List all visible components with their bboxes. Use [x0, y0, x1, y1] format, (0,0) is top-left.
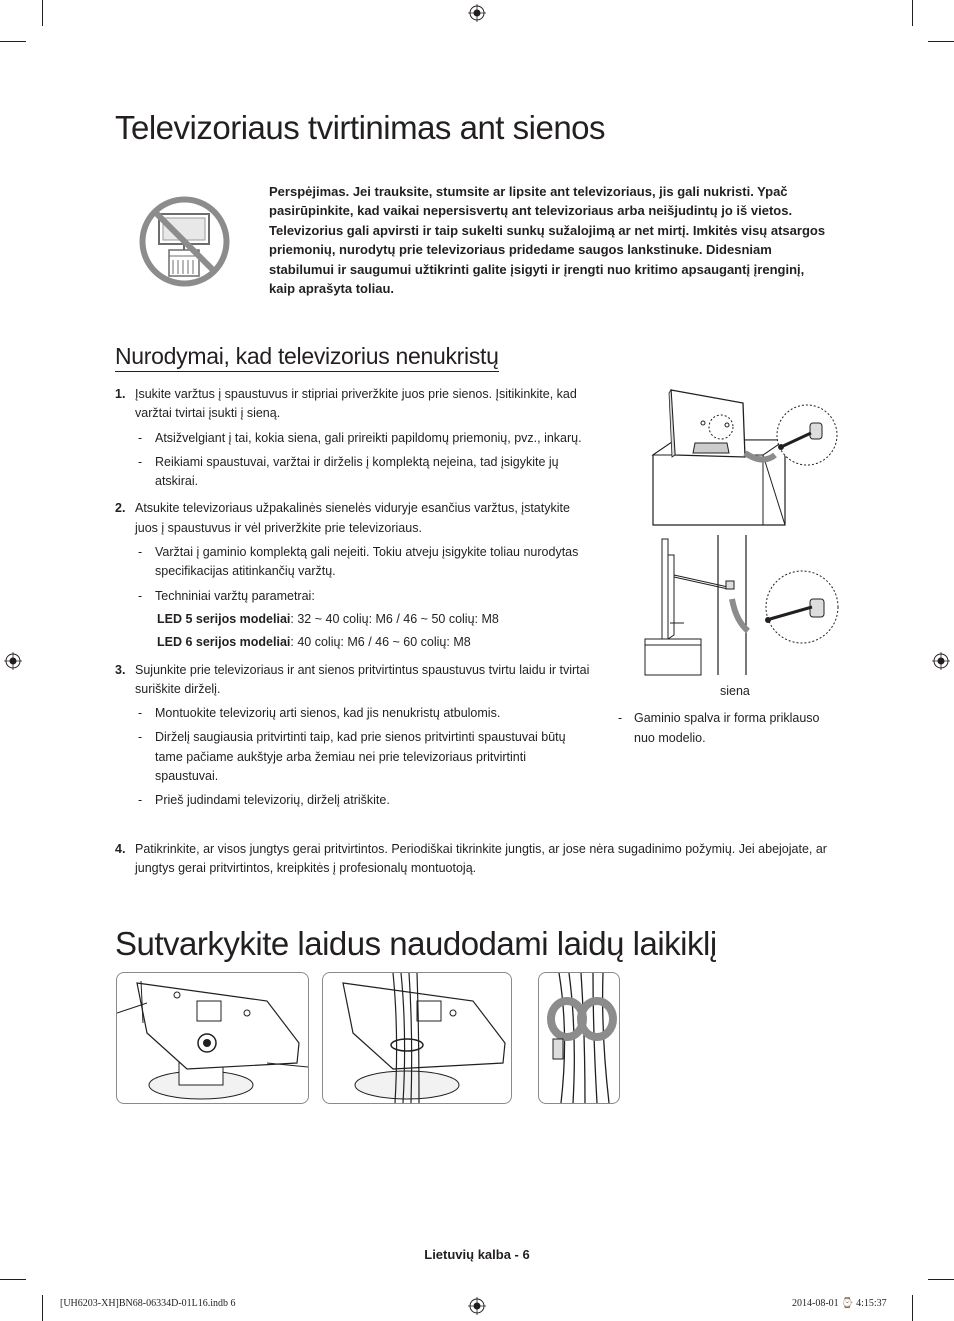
step-number: 4. [115, 842, 126, 856]
sub-note: - Montuokite televizorių arti sienos, kad jis nenukristų atbulomis. [138, 706, 501, 721]
model-note-text: Gaminio spalva ir forma priklauso nuo modelio. [634, 711, 820, 745]
crop-mark [912, 1295, 913, 1321]
cable-holder-panel-2 [322, 972, 512, 1104]
step-number: 3. [115, 662, 126, 677]
sub-note-text: Dirželį saugiausia pritvirtinti taip, kad prie sienos pritvirtinti spaustuvai būtų tame pačiame aukštyje arba žemiau nei prie televizoriaus pritvirtinti spaustuvai. [155, 730, 566, 784]
sub-note-text: Prieš judindami televizorių, dirželį atriškite. [155, 793, 390, 808]
stand-cables-illustration [323, 973, 511, 1103]
step-text: Patikrinkite, ar visos jungtys gerai pritvirtintos. Periodiškai tikrinkite jungtis, ar jose nėra sugadinimo požymių. Jei abejojate, ar jungtys gerai pritvirtintos, kreipkitės į profesionalų montuotoją. [135, 842, 827, 876]
tv-wall-side-illustration [640, 535, 840, 685]
print-slug-right: 2014-08-01 ⌚ 4:15:37 [792, 1298, 887, 1309]
step-number: 1. [115, 387, 126, 401]
stand-back-illustration [117, 973, 308, 1103]
step-3 [115, 661, 590, 811]
sub-note: - Dirželį saugiausia pritvirtinti taip, kad prie sienos pritvirtinti spaustuvai būtų tame pačiame aukštyje arba žemiau nei prie televizoriaus pritvirtinti spaustuvai. [138, 730, 566, 784]
spec-value: : 40 colių: M6 / 46 ~ 60 colių: M8 [290, 635, 471, 650]
step-1 [115, 385, 590, 491]
cable-clip-closeup-illustration [539, 973, 619, 1103]
page-footer: Lietuvių kalba - 6 [424, 1247, 530, 1262]
spec-line [135, 610, 590, 629]
no-climbing-warning-icon [137, 194, 232, 289]
wall-label: siena [720, 684, 750, 698]
print-slug-left: [UH6203-XH]BN68-06334D-01L16.indb 6 [60, 1298, 236, 1309]
crop-mark [0, 41, 26, 42]
registration-mark-icon [468, 4, 486, 22]
cable-holder-panel-3 [538, 972, 620, 1104]
sub-note-text: Atsižvelgiant į tai, kokia siena, gali prireikti papildomų priemonių, pvz., inkarų. [155, 430, 582, 445]
crop-mark [928, 1279, 954, 1280]
sub-note-text: Reikiami spaustuvai, varžtai ir dirželis į komplektą neįeina, tad įsigykite jų atskirai. [155, 454, 559, 489]
sub-note-text: Montuokite televizorių arti sienos, kad jis nenukristų atbulomis. [155, 706, 501, 721]
sub-note: - Reikiami spaustuvai, varžtai ir dirželis į komplektą neįeina, tad įsigykite jų atskirai. [138, 454, 559, 489]
sub-note: - Atsižvelgiant į tai, kokia siena, gali prireikti papildomų priemonių, pvz., inkarų. [138, 430, 582, 445]
step-4 [115, 840, 835, 879]
step-2 [115, 499, 590, 652]
section-title: Nurodymai, kad televizorius nenukristų [115, 343, 499, 372]
spec-line [135, 633, 590, 652]
tv-cabinet-clamp-illustration [645, 385, 840, 530]
sub-note: - Techniniai varžtų parametrai: [138, 588, 315, 603]
step-text: Sujunkite prie televizoriaus ir ant sienos pritvirtintus spaustuvus tvirtu laidu ir tvirtai suriškite dirželį. [135, 662, 590, 696]
registration-mark-icon [468, 1297, 486, 1315]
crop-mark [42, 0, 43, 26]
warning-text: Perspėjimas. Jei trauksite, stumsite ar lipsite ant televizoriaus, jis gali nukristi. Ypač pasirūpinkite, kad vaikai nepersisvertų ant televizoriaus arba neišjudintų jo iš vietos. Televizorius gali apvirsti ir taip sukelti sunkų sužalojimą ar net mirtį. Imkitės visų atsargos priemonių, nurodytų prie televizoriaus pridedame saugos lankstinuke. Didesniam stabilumui ir saugumui užtikrinti galite įsigyti ir įrengti nuo kritimo apsaugantį įrenginį, kaip aprašyta toliau. [269, 184, 826, 297]
page-title: Televizoriaus tvirtinimas ant sienos [115, 109, 606, 146]
registration-mark-icon [932, 652, 950, 670]
spec-label: LED 5 serijos modeliai [157, 611, 291, 626]
crop-mark [928, 41, 954, 42]
section-title-cable: Sutvarkykite laidus naudodami laidų laikiklį [115, 925, 717, 962]
crop-mark [42, 1295, 43, 1321]
cable-holder-panel-1 [116, 972, 309, 1104]
crop-mark [912, 0, 913, 26]
steps-list [115, 385, 590, 819]
model-note: - Gaminio spalva ir forma priklauso nuo modelio. [618, 711, 820, 745]
step-text: Įsukite varžtus į spaustuvus ir stipriai priveržkite juos prie sienos. Įsitikinkite, kad varžtai tvirtai įsukti į sieną. [135, 387, 577, 421]
sub-note-text: Varžtai į gaminio komplektą gali neįeiti. Tokiu atveju įsigykite toliau nurodytas specifikacijas atitinkančių varžtų. [155, 545, 579, 579]
spec-value: : 32 ~ 40 colių: M6 / 46 ~ 50 colių: M8 [290, 611, 499, 626]
sub-note: - Prieš judindami televizorių, dirželį atriškite. [138, 793, 390, 808]
spec-label: LED 6 serijos modeliai [157, 635, 291, 650]
crop-mark [0, 1279, 26, 1280]
sub-note: - Varžtai į gaminio komplektą gali neįeiti. Tokiu atveju įsigykite toliau nurodytas specifikacijas atitinkančių varžtų. [138, 545, 579, 579]
step-text: Atsukite televizoriaus užpakalinės sienelės viduryje esančius varžtus, įstatykite juos į spaustuvus ir vėl priveržkite prie televizoriaus. [135, 501, 570, 535]
registration-mark-icon [4, 652, 22, 670]
step-number: 2. [115, 501, 126, 516]
sub-note-text: Techniniai varžtų parametrai: [155, 588, 315, 603]
